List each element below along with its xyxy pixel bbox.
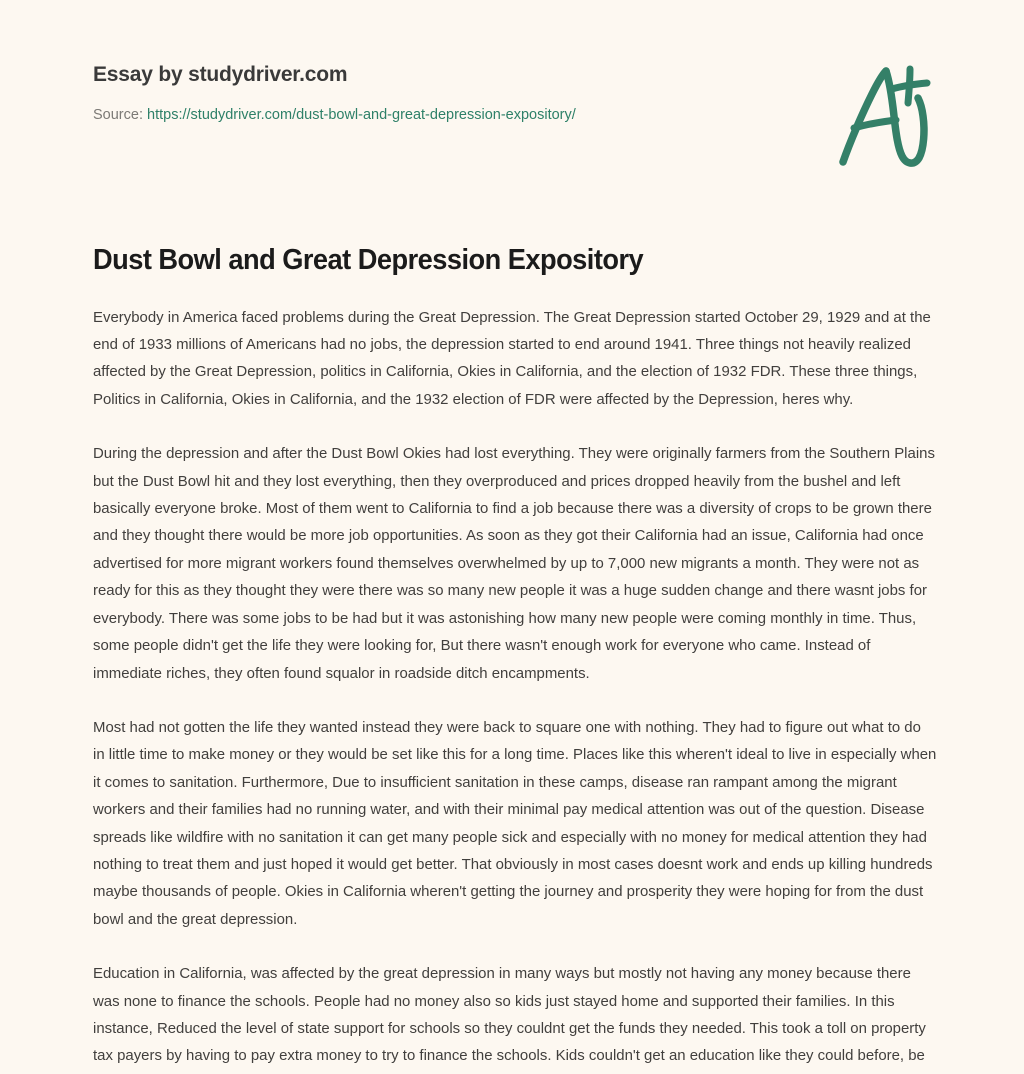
- paragraph: Education in California, was affected by the great depression in many ways but mostly not having any money because there was none to finance the schools. People had no money also so kids just stayed home and supported their families. In this instance, Reduced the level of state support for schools so they couldnt get the funds they needed. This took a toll on property tax payers by having to pay extra money to try to finance the schools. Kids couldn't get an education like they could before, be: [93, 965, 926, 1065]
- page-header: [0, 0, 1024, 200]
- page-title: Dust Bowl and Great Depression Expository: [93, 244, 644, 276]
- paragraph: Most had not gotten the life they wanted instead they were back to square one with nothing. They had to figure out what to do in little time to make money or they would be set like this for a long time. Places like this wheren't ideal to live in especially when it comes to sanitation. Furthermore, Due to insufficient sanitation in these camps, disease ran rampant among the migrant workers and their families had no running water, and with their minimal pay medical attention was out of the question. Disease spreads like wildfire with no sanitation it can get many people sick and especially with no money for medical attention they had nothing to treat them and just hoped it would get better. That obviously in most cases doesnt work and ends up killing hundreds maybe thousands of people. Okies in California wheren't getting the journey and prosperity they were hoping for from the dust bowl and the great depression.: [93, 718, 937, 928]
- source-label: Source:: [93, 107, 143, 124]
- studydriver-logo[interactable]: [830, 58, 940, 176]
- article-paragraphs: [93, 304, 945, 1070]
- a-plus-icon: [830, 58, 940, 176]
- source-line: [93, 105, 793, 125]
- paragraph: Everybody in America faced problems during the Great Depression. The Great Depression started October 29, 1929 and at the end of 1933 millions of Americans had no jobs, the depression started to end around 1941. Three things not heavily realized affected by the Great Depression, politics in California, Okies in California, and the election of 1932 FDR. These three things, Politics in California, Okies in California, and the 1932 election of FDR were affected by the Depression, heres why.: [93, 308, 931, 408]
- paragraph: During the depression and after the Dust Bowl Okies had lost everything. They were originally farmers from the Southern Plains but the Dust Bowl hit and they lost everything, then they overproduced and prices dropped heavily from the bushel and left basically everyone broke. Most of them went to California to find a job because there was a diversity of crops to be grown there and they thought there would be more job opportunities. As soon as they got their California had an issue, California had once advertised for more migrant workers found themselves overwhelmed by up to 7,000 new migrants a month. They were not as ready for this as they thought they were there was so many new people it was a huge sudden change and there wasnt jobs for everybody. There was some jobs to be had but it was astonishing how many new people were coming monthly in time. Thus, some people didn't get the life they were looking for, But there wasn't enough work for everyone who came. Instead of immediate riches, they often found squalor in roadside ditch encampments.: [93, 445, 935, 682]
- article-body: [93, 243, 945, 1070]
- header-text-block: [93, 62, 793, 125]
- essay-byline: Essay by studydriver.com: [93, 63, 348, 86]
- source-url-link[interactable]: https://studydriver.com/dust-bowl-and-great-depression-expository/: [147, 107, 576, 124]
